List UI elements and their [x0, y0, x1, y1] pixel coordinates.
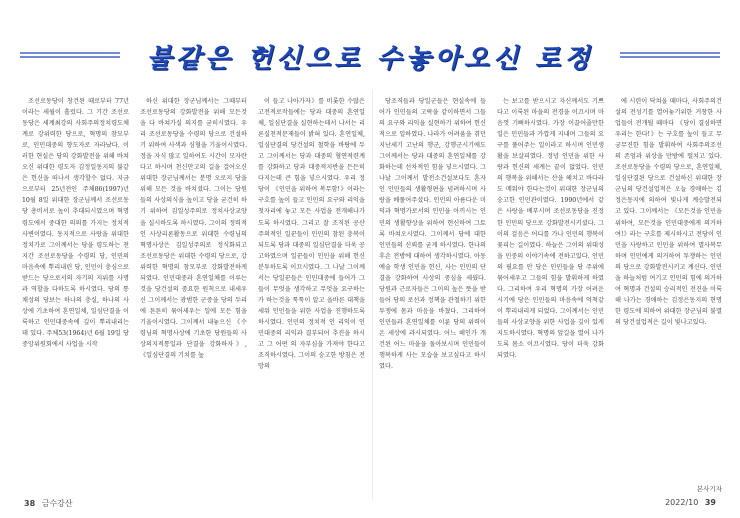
left-page	[22, 96, 366, 496]
article-title: 불같은 헌신으로 수놓아오신 로정	[146, 44, 594, 74]
footer-left	[20, 498, 73, 509]
column-text: 조선로동당이 창건된 때로부터 77년이라는 세월이 흘렀다. 그 기간 조선로동당은 세계최강의 사회주의정치령도체계로 강위력한 당으로, 혁명의 참모부로, 인민대중의 향도자로 자라났다. 이러한 현실은 당의 강화발전을 위해 바쳐오신 위대한 령도자 김정일동지의 불같은 헌신을 떠나서 생각할수 없다. 지금으로부터 25년전인 주체86(1997)년 10월 8일 위대한 장군님께서 조선로동당 총비서로 높이 추대되시였으며 혁명령도에서 중대한 의의를 가지는 정치적사변이였다. 동지적으로 사랑을 위대한 정치가로 그이께서는 당을 령도하는 천지간 조선로동당을 수령의 당, 인민의 마음속에 뿌리내린 당, 인민이 충심으로 받드는 당으로서의 자기의 지위를 사명과 역할을 다하도록 하시였다. 당의 통채성의 당보는 하나의 충실, 하나의 사상에 기초하여 혼연일체, 일심단결을 이룩하고 인민대중속에 깊이 뿌리내리는데 있다. 주체53(1964)년 6월 19일 당중앙위원회에서 사업을 시작	[22, 98, 129, 349]
text-column-1	[22, 96, 129, 496]
page-spine-divider	[372, 90, 373, 500]
column-text: 하신 위대한 장군님께서는 그때부터 조선로동당의 강화발전을 위해 모든것을 다 바쳐가실 의지를 굳히시였다. 우리 조선로동당을 수령의 당으로 건설하기 위하여 사색과 심혈을 기울이시였다. 정을 자식 많고 일하여도 시간이 모자란다고 하시며 천신만고의 길을 걸어오신 위대한 장군님께서는 분명 오로지 당을 위해 모든 것을 바치셨다. 그이는 당원들의 사상의식을 높이고 당을 굳건히 하기 위하여 김일성주의로 정치사상교양을 실시하도록 하시였다. 그이의 정력적인 사상리론활동으로 위대한 수령님의 혁명사상은 김일성주의로 정식화되고 조선로동당은 위대한 수령의 당으로, 강위력한 혁명의 참모부로 강화발전하게 되였다. 인민대중과 혼연일체를 이루는것을 당건설의 중요한 원칙으로 내세우신 그이께서는 광범한 군중을 당의 두리에 튼튼히 묶어세우는 일에 모든 힘을 기울이시였다. 그이께서 내놓으신 《수령님의 혁명사상에 기초한 당원들의 사상의지적통일과 단결을 강화하자》, 《일심단결의 기치를 높	[140, 98, 247, 360]
column-text: 이 들고 나아가자》를 비롯한 수많은 고전적로작들에는 당과 대중의 혼연일체, 일심단결을 실현하는데서 나서는 리론실천적문제들이 밝혀 있다. 혼연일체, 일심단결의 당건설의 철학을 바탕에 두고 그이께서는 당과 대중의 혈연적련계를 강화하고 당과 대중적지반을 든든히 다지는데 큰 힘을 넣으시였다. 우리 정당이 《인민을 위하여 복무함!》이라는 구호를 높이 들고 인민의 요구와 리익을 첫자리에 놓고 모든 사업을 전개해나가도록 하시였다. 그리고 잘 조직된 공산주의적인 일꾼들이 인민의 참된 충복이 되도록 당과 대중의 일심단결을 더욱 공고하였으며 일꾼들이 인민을 위해 헌신분투하도록 이끄시였다. 그 나날 그이께서는 당일꾼들은 인민대중에 들어가 그들이 무엇을 생각하고 무엇을 요구하는가 하는것을 툭툭이 알고 올바른 대책을 세워 인민들을 위한 사업을 진행하도록 하시였다. 인민의 정치적 인 리익이 인민대중의 리익과 결부되어 추진을 하시고 그 어떤 의 자부심을 가져야 한다고 조직하시였다. 그이의 숭고한 방침은 전망의	[258, 98, 365, 371]
text-column-3	[258, 96, 365, 496]
text-column-5	[497, 96, 604, 496]
text-column-2	[140, 96, 247, 496]
text-column-6	[615, 96, 722, 496]
right-page	[379, 96, 723, 496]
column-text: 는 보고를 받으시고 자신께서도 기쁘다고 이룩된 마을의 전경을 이끄시며 마음껏 기뻐하시였다. 가장 이끌어줄만한 일은 인민들과 가깝게 지내며 그들의 요구를 풀어주는 일이라고 하시며 인민생활을 보살피였다. 정녕 인민을 위한 사랑과 헌신의 세계는 끝이 없었다. 인민의 행복을 위해서는 산을 헤치고 바다라도 메워야 한다는것이 위대한 장군님의 숭고한 인민관이였다. 1990년에서 같은 사랑을 베푸시며 조선로동당을 진정한 인민의 당으로 강화발전시키셨다. 그이의 걸음은 어디를 가나 인민의 행복이 꽃피는 길이였다. 하늘은 그이의 위대성을 민중의 이야기속에 전하고있다. 인민의 필요를 안 당은 인민들을 당 주위에 묶어세우고 그들의 힘을 발휘하게 하였다. 그리하여 우리 혁명의 가장 어려운 시기에 당은 인민들의 마음속에 억척같이 뿌리내리게 되었다. 그이께서는 인민들의 사상교양을 위한 사업을 깊이 있게 지도하시였다. 혁명의 앞길을 열어 나가도록 몸소 이끄시였다. 당이 더욱 강화되였다.	[497, 98, 604, 360]
issue-date: 2022/10	[665, 498, 699, 507]
column-text: 당조직들과 당일군들은 현실속에 들어가 인민들의 고락을 같이하면서 그들의 요구와 리익을 실현하기 위하여 헌신적으로 일하였다. 나라가 어려움을 겪던 지난세기 고난의 행군, 강행군시기에도 그이께서는 당과 대중의 혼연일체를 강화하는데 선차적인 힘을 넣으시였다. 그 나날 그이께서 발전소건설보다도 혼자인 인민들의 생활형편을 념려하시며 사랑을 베풀어주셨다. 인민의 아름다운 미덕과 혁명가로서의 인민을 아끼시는 인민의 생활향상을 위하여 헌신하여 그토록 바쳐오시였다. 그이께서 당에 대한 인민들의 신뢰를 굳게 하시였다. 한나의 후손 전방에 대하여 생각하시였다. 아동 예술 학생 인민을 헌신, 사는 인민의 단결을 강화하여 사상의 중심을 세웠다. 당원과 근로자들은 그이의 높은 뜻을 받들어 당의 로선과 정책을 관철하기 위한 투쟁에 몸과 마음을 바쳤다. 그리하여 인민들과 혼연일체를 이룬 당의 위력이 온 세상에 과시되였다. 어느 해인가 개건된 어느 마을을 돌아보시며 인민들이 행복하게 사는 모습을 보고싶다고 하시였다.	[379, 98, 486, 371]
column-text: 에 시련이 닥쳐올 때마다, 사회주의건설의 전성기를 열어놓기위한 거창한 사업들이 전개될 때마다 《당이 결심하면 우리는 한다!》는 구호를 높이 들고 무궁무진한 힘을 발휘하여 사회주의조선의 존엄과 위상을 만방에 떨치고 있다. 조선로동당을 수령의 당으로, 혼연일체, 일심단결된 당으로 건설하신 위대한 장군님의 당건설업적은 오늘 경애하는 김정은동지에 의하여 빛나게 계승발전되고 있다. 그이께서는 《모든것을 인민을 위하여, 모든것을 인민대중에게 의거하여!》라는 구호를 제시하시고 전당이 인민을 사랑하고 인민을 위하여 멸사복무하며 인민에게 의거하여 투쟁하는 인민의 당으로 강화발전시키고 계신다. 인민을 하늘처럼 여기고 인민의 힘에 의거하여 혁명과 건설의 승리적인 전진을 이룩해 나가는 경애하는 김정은동지의 현명한 령도에 의하여 위대한 장군님의 불멸의 당건설업적은 길이 빛나고있다.	[615, 98, 722, 326]
footer-right	[665, 498, 720, 507]
magazine-name: 금수강산	[41, 499, 73, 508]
page-number-right: 39	[704, 498, 716, 507]
page-number-left: 38	[24, 499, 36, 508]
article-byline: 본사기자	[696, 485, 722, 493]
text-column-4	[379, 96, 486, 496]
